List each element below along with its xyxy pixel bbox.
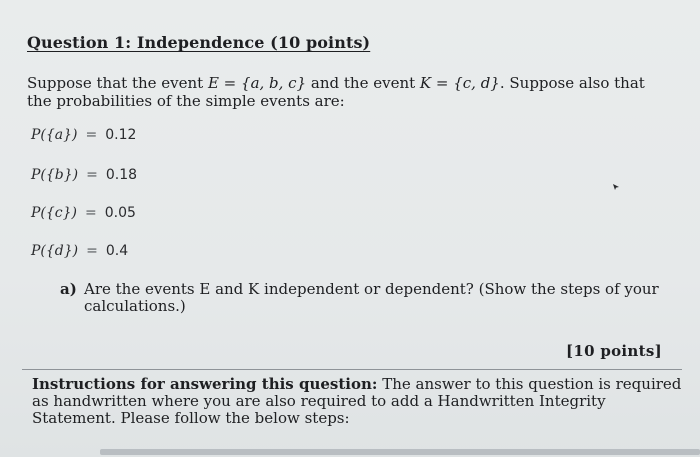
mouse-cursor-icon — [612, 183, 620, 191]
part-a-question — [60, 281, 660, 315]
probability-expression: P({a}) — [31, 127, 78, 143]
equals-sign: = — [85, 205, 97, 221]
probability-value: 0.4 — [105, 243, 129, 259]
horizontal-scrollbar[interactable] — [100, 449, 700, 455]
intro-paragraph — [27, 74, 667, 110]
points-label: [10 points] — [565, 342, 662, 360]
probability-expression: P({b}) — [31, 167, 79, 183]
part-a-letter: a) — [60, 280, 77, 298]
probability-value: 0.18 — [105, 167, 138, 183]
probability-expression: P({d}) — [31, 243, 79, 259]
event-k-definition: K = {c, d} — [419, 74, 500, 92]
event-e-definition: E = {a, b, c} — [207, 74, 307, 92]
probability-value: 0.12 — [105, 127, 137, 143]
instructions-lead: Instructions for answering this question: — [32, 375, 378, 393]
probability-value: 0.05 — [104, 205, 136, 221]
intro-text-start: Suppose that the event — [27, 74, 208, 92]
instructions-paragraph — [32, 376, 682, 427]
intro-text-middle: and the event — [306, 74, 420, 92]
equals-sign: = — [85, 127, 98, 143]
part-a-text: Are the events E and K independent or dependent? (Show the steps of your calculations.) — [84, 280, 659, 315]
equals-sign: = — [86, 243, 98, 259]
probability-d — [31, 243, 128, 259]
probability-b — [31, 167, 137, 183]
probability-expression: P({c}) — [31, 205, 77, 221]
intro-text-end: . Suppose also that the probabilities of the simple events are: — [27, 74, 645, 110]
instructions-text: The answer to this question is required as handwritten where you are also required to add a Handwritten Integrity Statement. Please follow the below steps: — [32, 375, 682, 427]
probability-c — [31, 205, 136, 221]
section-divider — [22, 369, 682, 370]
question-title: Question 1: Independence (10 points) — [27, 33, 371, 52]
equals-sign: = — [86, 167, 98, 183]
probability-a — [31, 127, 136, 143]
